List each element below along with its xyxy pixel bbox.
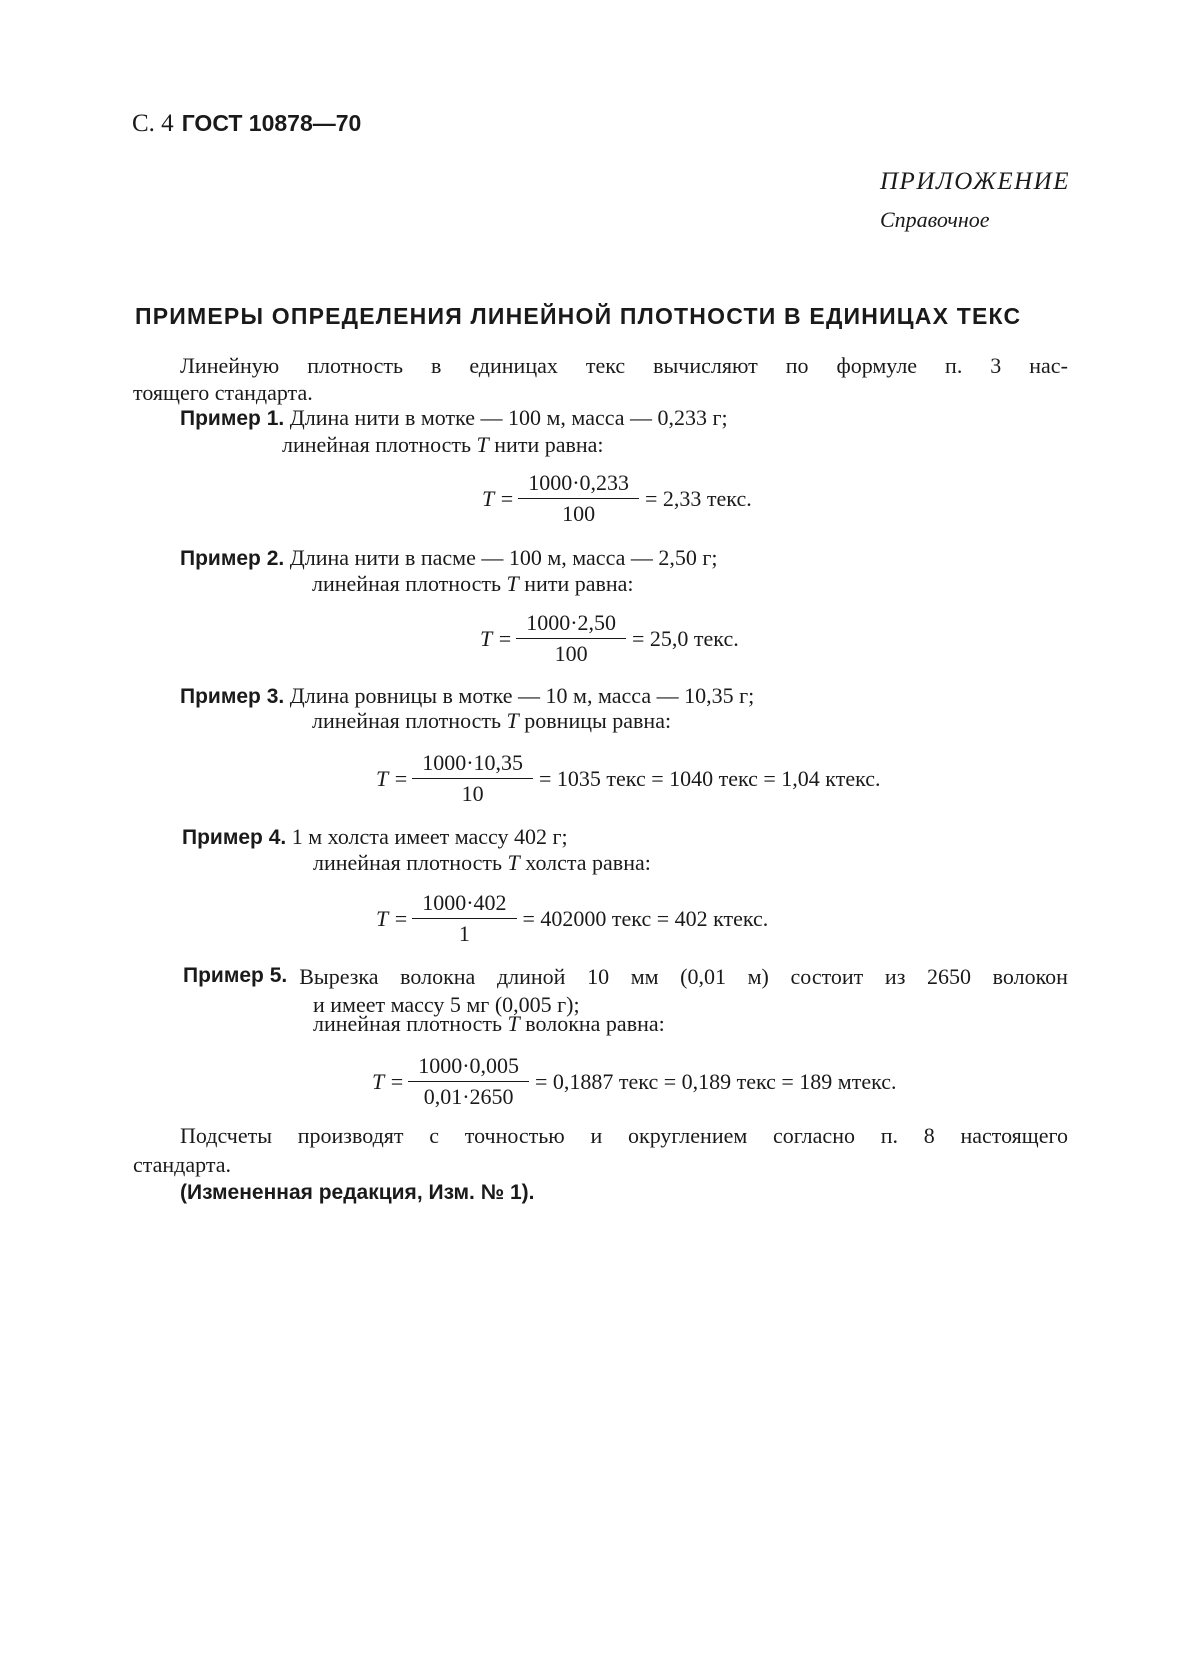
formula-lhs: T =	[482, 485, 515, 511]
formula-result: = 0,1887 текс = 0,189 текс = 189 мтекс.	[535, 1068, 897, 1094]
example-1-formula	[482, 470, 752, 527]
intro-word: текс	[585, 353, 626, 378]
example-3-text-post: ровницы равна:	[518, 708, 672, 733]
example-3-text: Длина ровницы в мотке — 10 м, масса — 10,35 г;	[289, 683, 755, 708]
example-3-line-1	[180, 683, 754, 709]
footer-word: п.	[880, 1123, 898, 1148]
formula-lhs: T =	[376, 905, 409, 931]
example-4-text: 1 м холста имеет массу 402 г;	[291, 824, 568, 849]
footer-word: и	[590, 1123, 603, 1148]
intro-word: 3	[990, 353, 1002, 378]
footer-word: производят	[297, 1123, 404, 1148]
footer-line-1	[180, 1123, 1068, 1149]
page-number: С. 4	[132, 110, 174, 137]
example-3-label: Пример 3.	[180, 685, 285, 708]
footer-word: 8	[923, 1123, 935, 1148]
intro-word: п.	[945, 353, 963, 378]
symbol-t: T	[506, 571, 519, 596]
example-4-text-post: холста равна:	[519, 850, 651, 875]
example-5-word: м)	[747, 964, 769, 989]
example-2-line-2	[312, 571, 634, 597]
example-5-word: мм	[630, 964, 659, 989]
formula-lhs: T =	[372, 1068, 405, 1094]
footer-word: согласно	[773, 1123, 855, 1148]
example-1-text: Длина нити в мотке — 100 м, масса — 0,233 г;	[289, 405, 728, 430]
fraction-denominator: 100	[554, 641, 588, 666]
formula-lhs: T =	[376, 765, 409, 791]
example-1-label: Пример 1.	[180, 407, 285, 430]
fraction-denominator: 100	[562, 501, 596, 526]
example-1-text-post: нити равна:	[488, 432, 604, 457]
example-3-formula	[376, 750, 881, 807]
formula-result: = 402000 текс = 402 ктекс.	[522, 905, 769, 931]
page-header	[132, 110, 361, 138]
edition-note: (Измененная редакция, Изм. № 1).	[180, 1181, 535, 1204]
fraction	[412, 890, 516, 947]
fraction-denominator: 0,01·2650	[423, 1084, 514, 1109]
example-4-formula	[376, 890, 768, 947]
intro-word: формуле	[836, 353, 918, 378]
intro-word: в	[430, 353, 442, 378]
formula-result: = 1035 текс = 1040 текс = 1,04 ктекс.	[539, 765, 881, 791]
fraction	[412, 750, 533, 807]
fraction-numerator: 1000·2,50	[516, 610, 626, 639]
formula-result: = 2,33 текс.	[645, 485, 752, 511]
example-5-line-2	[313, 1011, 665, 1037]
fraction-numerator: 1000·0,005	[408, 1053, 529, 1082]
formula-result: = 25,0 текс.	[632, 625, 739, 651]
example-5-word: из	[884, 964, 906, 989]
intro-word: плотность	[307, 353, 403, 378]
example-4-line-2	[313, 850, 651, 876]
example-2-text-pre: линейная плотность	[312, 571, 507, 596]
example-4-label: Пример 4.	[182, 826, 287, 849]
footer-word: Подсчеты	[180, 1123, 272, 1148]
example-2-line-1	[180, 545, 718, 571]
example-5-word: Вырезка	[299, 964, 379, 989]
symbol-t: T	[507, 850, 520, 875]
example-5-word: 2650	[927, 964, 972, 989]
intro-word: единицах	[469, 353, 558, 378]
footer-line-2: стандарта.	[133, 1152, 232, 1177]
fraction-numerator: 1000·402	[412, 890, 516, 919]
example-5-line-1	[183, 964, 1068, 990]
footer-word: точностью	[464, 1123, 565, 1148]
example-2-formula	[480, 610, 739, 667]
standard-number: ГОСТ 10878—70	[181, 110, 362, 136]
example-5-text-post: волокна равна:	[519, 1011, 665, 1036]
example-5-word: состоит	[790, 964, 864, 989]
example-5-text	[299, 964, 1068, 990]
section-title: ПРИМЕРЫ ОПРЕДЕЛЕНИЯ ЛИНЕЙНОЙ ПЛОТНОСТИ В ЕДИНИЦАХ ТЕКС	[135, 303, 1022, 329]
footer-word: настоящего	[960, 1123, 1068, 1148]
example-4-text-pre: линейная плотность	[313, 850, 508, 875]
fraction	[408, 1053, 529, 1110]
example-1-line-2	[282, 432, 604, 458]
example-5-label: Пример 5.	[183, 964, 288, 987]
intro-word: нас-	[1029, 353, 1068, 378]
example-5-word: (0,01	[680, 964, 726, 989]
example-2-label: Пример 2.	[180, 547, 285, 570]
footer-word: с	[429, 1123, 440, 1148]
fraction-numerator: 1000·10,35	[412, 750, 533, 779]
fraction	[516, 610, 626, 667]
fraction-numerator: 1000·0,233	[518, 470, 639, 499]
example-1-line-1	[180, 405, 728, 431]
example-3-text-pre: линейная плотность	[312, 708, 507, 733]
example-2-text-post: нити равна:	[518, 571, 634, 596]
fraction-denominator: 10	[461, 781, 484, 806]
appendix-sublabel: Справочное	[880, 207, 990, 232]
intro-line-1	[180, 353, 1068, 379]
symbol-t: T	[507, 1011, 520, 1036]
symbol-t: T	[476, 432, 489, 457]
formula-lhs: T =	[480, 625, 513, 651]
example-1-text-pre: линейная плотность	[282, 432, 477, 457]
intro-line-2: тоящего стандарта.	[133, 380, 313, 405]
example-5-word: волокон	[992, 964, 1068, 989]
example-4-line-1	[182, 824, 568, 850]
footer-word: округлением	[628, 1123, 748, 1148]
example-3-line-2	[312, 708, 671, 734]
intro-word: вычисляют	[653, 353, 758, 378]
example-5-word: 10	[587, 964, 610, 989]
symbol-t: T	[506, 708, 519, 733]
fraction	[518, 470, 639, 527]
example-5-line-1b: и имеет массу 5 мг (0,005 г);	[313, 992, 580, 1017]
example-5-text-pre: линейная плотность	[313, 1011, 508, 1036]
example-2-text: Длина нити в пасме — 100 м, масса — 2,50 г;	[289, 545, 718, 570]
appendix-label: ПРИЛОЖЕНИЕ	[880, 168, 1070, 195]
example-5-formula	[372, 1053, 897, 1110]
example-5-word: волокна	[400, 964, 476, 989]
fraction-denominator: 1	[458, 921, 470, 946]
example-5-word: длиной	[496, 964, 566, 989]
intro-word: Линейную	[180, 353, 280, 378]
intro-word: по	[785, 353, 809, 378]
